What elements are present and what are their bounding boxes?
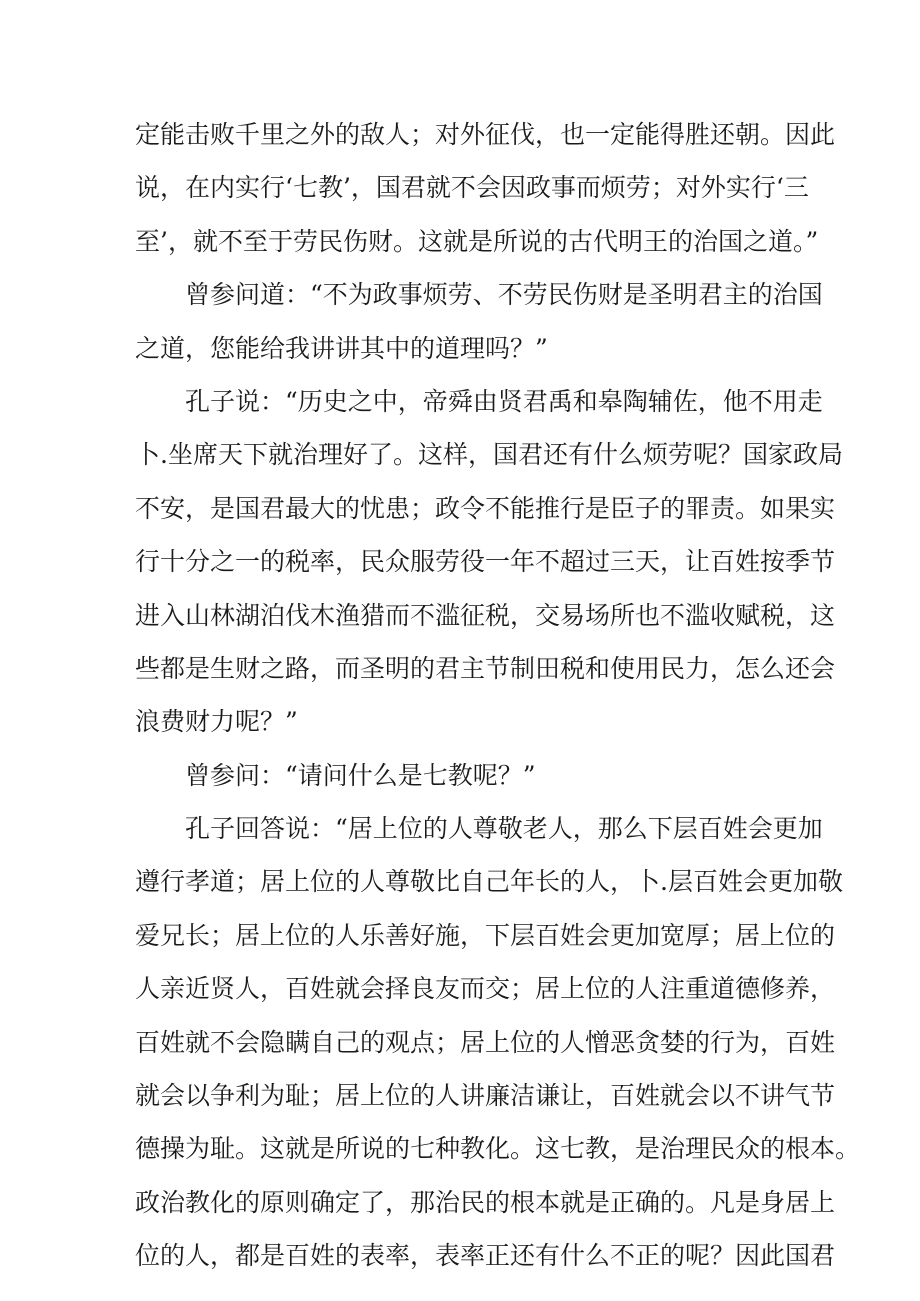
text-line: 位的人，都是百姓的表率，表率正还有什么不正的呢？因此国君: [135, 1241, 836, 1271]
text-line: 行十分之一的税率，民众服劳役一年不超过三天，让百姓按季节: [135, 547, 836, 577]
text-line: 至’，就不至于劳民伤财。这就是所说的古代明王的治国之道。”: [135, 226, 819, 256]
text-line: 定能击败千里之外的敌人；对外征伐，也一定能得胜还朝。因此: [135, 120, 836, 149]
text-line: 不安，是国君最大的忧患；政令不能推行是臣子的罪责。如果实: [135, 493, 836, 523]
text-line: 德操为耻。这就是所说的七种教化。这七教，是治理民众的根本。: [135, 1134, 861, 1164]
paragraph-start-line: 孔子回答说：“居上位的人尊敬老人，那么下层百姓会更加: [185, 814, 823, 844]
paragraph-start-line: 曾参问：“请问什么是七教呢？”: [185, 760, 536, 790]
text-line: 进入山林湖泊伐木渔猎而不滥征税，交易场所也不滥收赋税，这: [135, 600, 836, 630]
text-line: 就会以争利为耻；居上位的人讲廉洁谦让，百姓就会以不讲气节: [135, 1081, 836, 1111]
text-line: 人亲近贤人，百姓就会择良友而交；居上位的人注重道德修养，: [135, 974, 836, 1004]
text-line: 浪费财力呢？”: [135, 707, 298, 737]
text-line: 遵行孝道；居上位的人尊敬比自己年长的人，卜.层百姓会更加敬: [135, 867, 843, 897]
text-line: 百姓就不会隐瞒自己的观点；居上位的人憎恶贪婪的行为，百姓: [135, 1027, 836, 1057]
paragraph-start-line: 曾参问道：“不为政事烦劳、不劳民伤财是圣明君主的治国: [185, 280, 823, 310]
text-line: 说，在内实行‘七教’，国君就不会因政事而烦劳；对外实行‘三: [135, 173, 809, 203]
paragraph-start-line: 孔子说：“历史之中，帝舜由贤君禹和皋陶辅佐，他不用走: [185, 386, 823, 416]
text-line: 些都是生财之路，而圣明的君主节制田税和使用民力，怎么还会: [135, 653, 836, 683]
body-text: [135, 108, 861, 1283]
text-line: 爱兄长；居上位的人乐善好施，下层百姓会更加宽厚；居上位的: [135, 920, 836, 950]
text-line: 卜.坐席天下就治理好了。这样，国君还有什么烦劳呢？国家政局: [135, 440, 843, 470]
text-line: 政治教化的原则确定了，那治民的根本就是正确的。凡是身居上: [135, 1187, 836, 1217]
text-line: 之道，您能给我讲讲其中的道理吗？”: [135, 333, 548, 363]
